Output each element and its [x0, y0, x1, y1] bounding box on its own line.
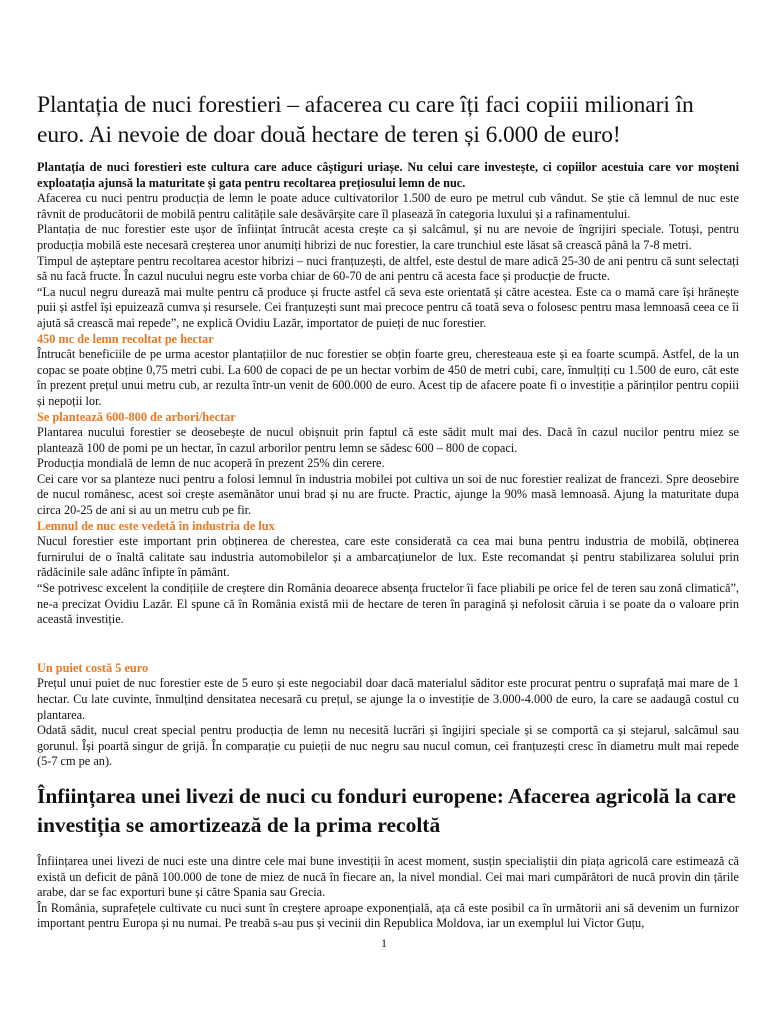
paragraph: Plantarea nucului forestier se deosebește de nucul obișnuit prin faptul că este sădit mult mai des. Dacă în cazul nucilor pentru miez se plantează 100 de pomi pe un hectar, în cazul arborilor pentru lemn se sădesc 600 – 800 de copaci.	[37, 425, 739, 455]
subheading: Un puiet costă 5 euro	[37, 660, 149, 675]
document-page	[37, 90, 739, 932]
page-number: 1	[381, 936, 387, 950]
paragraph: Timpul de așteptare pentru recoltarea acestor hibrizi – nuci franțuzești, de altfel, este destul de mare adică 25-30 de ani pentru că sunt selectați să nu facă fructe. În cazul nucului negru este vorba chiar de 60-70 de ani pentru că acesta face și producție de fructe.	[37, 253, 739, 284]
paragraph: “La nucul negru durează mai multe pentru că produce și fructe astfel că seva este orientată și către acestea. Este ca o mamă care își hrănește puii și astfel își epuizează cumva și resursele. Cei franțuzești sunt mai precoce pentru că toată seva o folosesc pentru masa lemnoasă ceea ce îi ajută să crească mai repede”, ne explică Ovidiu Lazăr, importator de puieți de nuc forestier.	[37, 284, 739, 330]
paragraph: Nucul forestier este important prin obținerea de cherestea, care este considerată ca cea mai buna pentru industria de mobilă, obținerea furnirului de o înaltă calitate sau industria automobilelor și a ambarcațiunelor de lux. Este recomandat și pentru stabilizarea solului prin rădăcinile sale adânc înfipte în pământ.	[37, 534, 739, 580]
spacer	[37, 628, 739, 661]
paragraph: Cei care vor sa planteze nuci pentru a folosi lemnul în industria mobilei pot cultiva un soi de nuc forestier realizat de francezi. Spre deosebire de nucul românesc, acest soi crește asemănător unui brad și nu are fructe. Practic, ajunge la 90% masă lemnoasă. Ajung la maturitate dupa circa 20-25 de ani si au un metru cub pe fir.	[37, 471, 739, 518]
paragraph: Înființarea unei livezi de nuci este una dintre cele mai bune investiții în acest moment, susțin specialiștii din piața agricolă care estimează că există un deficit de până 100.000 de tone de miez de nucă în fiecare an, la nivel mondial. Cei mai mari cumpărători de nucă provin din țările arabe, dar se fac exporturi bune și către Spania sau Grecia.	[37, 853, 739, 900]
subheading: 450 mc de lemn recoltat pe hectar	[37, 331, 214, 346]
paragraph: Plantația de nuc forestier este ușor de înființat întrucât acesta crește ca și salcâmul, și nu are nevoie de îngrijiri speciale. Totuși, pentru producția mobilă este necesară creșterea unor anumiți hibrizi de nuc forestier, la care trunchiul este lăsat să crească până la 7-8 metri.	[37, 222, 739, 252]
paragraph: Odată sădit, nucul creat special pentru producția de lemn nu necesită lucrări și îngijiri speciale și se comportă ca și stejarul, salcâmul sau gorunul. Își poartă singur de grijă. În comparație cu puieții de nuc negru sau nucul comun, cei franțuzești cresc în diametru mult mai repede (5-7 cm pe an).	[37, 723, 739, 769]
section-title: Înființarea unei livezi de nuci cu fonduri europene: Afacerea agricolă la care investiția se amortizează de la prima recoltă	[37, 783, 736, 837]
article-title: Plantația de nuci forestieri – afacerea cu care îți faci copiii milionari în euro. Ai nevoie de doar două hectare de teren și 6.000 de euro!	[37, 92, 694, 148]
paragraph: Întrucât beneficiile de pe urma acestor plantațiilor de nuc forestier se obțin foarte greu, cheresteaua este și ea foarte scumpă. Astfel, de la un copac se poate obține 0,75 metri cubi. La 600 de copaci de pe un hectar vorbim de 450 de metri cubi, care, înmulțiți cu 1.500 de euro, cât este în prezent prețul unui metru cub, ar rezulta într-un venit de 600.000 de euro. Acest tip de afacere poate fi o investiție a părinților pentru copiii și nepoții lor.	[37, 347, 739, 408]
paragraph: În România, suprafețele cultivate cu nuci sunt în creștere aproape exponențială, ața că este posibil ca în următorii ani să devenim un furnizor important pentru Europa și nu numai. Pe treabă s-au pus și vecinii din Republica Moldova, iar un exemplul lui Victor Guțu,	[37, 900, 739, 931]
paragraph: Producția mondială de lemn de nuc acoperă în prezent 25% din cerere.	[37, 456, 385, 471]
spacer	[37, 770, 739, 782]
subheading: Se plantează 600-800 de arbori/hectar	[37, 409, 236, 424]
subheading: Lemnul de nuc este vedetă în industria de lux	[37, 518, 275, 533]
paragraph: Prețul unui puiet de nuc forestier este de 5 euro și este negociabil doar dacă materialul săditor este procurat pentru o suprafață mai mare de 1 hectar. Cu late cuvinte, înmulțind densitatea necesară cu prețul, se ajunge la o investiție de 3.000-4.000 de euro, la care se aadaugă costul cu plantarea.	[37, 676, 739, 722]
lead-paragraph: Plantația de nuci forestieri este cultura care aduce câștiguri uriașe. Nu celui care investește, ci copiilor acestuia care vor moșteni exploatația ajunsă la maturitate și gata pentru recoltarea prețiosului lemn de nuc.	[37, 160, 739, 190]
paragraph: “Se potrivesc excelent la condițiile de creștere din România deoarece absența fructelor îi face pliabili pe orice fel de teren sau zonă climatică”, ne-a precizat Ovidiu Lazăr. El spune că în România există mii de hectare de teren în paragină și nefolosit căruia i se poate da o valoare prin această investiție.	[37, 581, 739, 627]
paragraph: Afacerea cu nuci pentru producția de lemn le poate aduce cultivatorilor 1.500 de euro pe metrul cub vândut. Se știe că lemnul de nuc este râvnit de producătorii de mobilă pentru calitățile sale desăvârșite care îl plasează în categoria luxului și a rafinamentului.	[37, 191, 739, 221]
